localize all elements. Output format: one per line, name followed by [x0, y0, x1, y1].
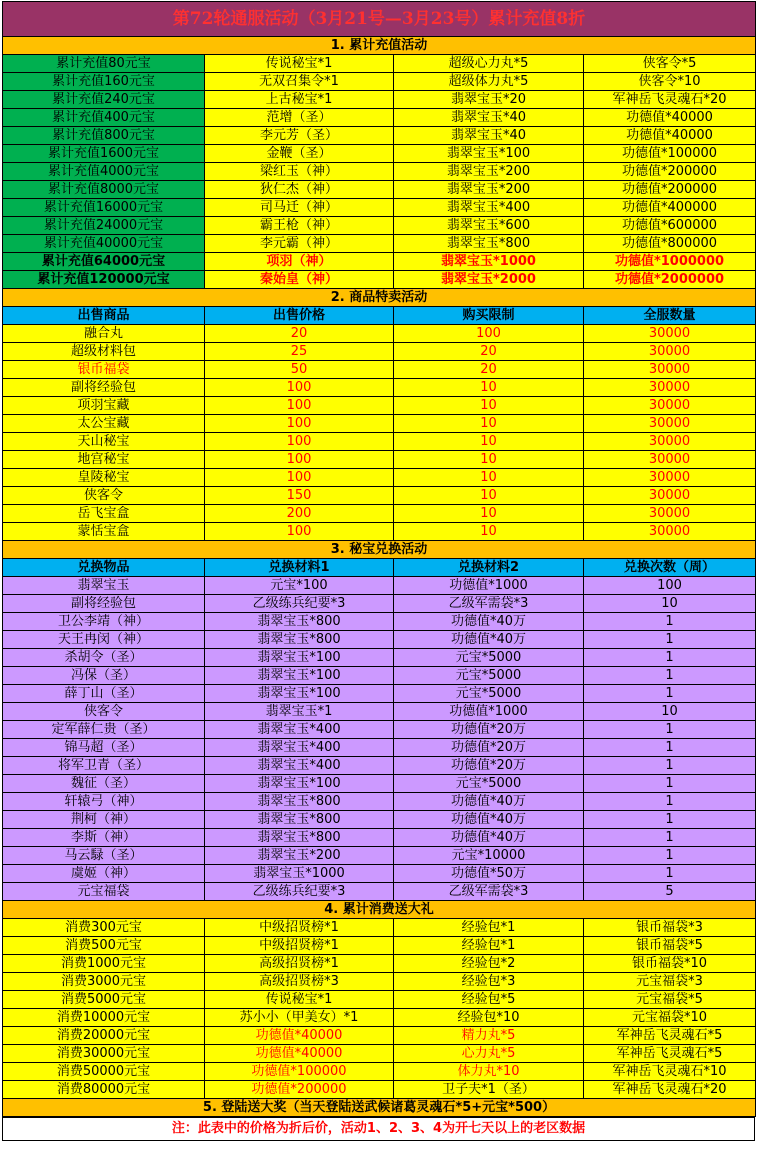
- table-cell: 银币福袋*3: [584, 919, 756, 937]
- table-cell: 10: [394, 397, 584, 415]
- table-cell: 翡翠宝玉*100: [205, 667, 394, 685]
- activity-table: [2, 1, 756, 1117]
- table-row: [3, 595, 756, 613]
- shop-section-title-row: [3, 289, 756, 307]
- table-cell: 30000: [584, 487, 756, 505]
- table-cell: 10: [394, 505, 584, 523]
- table-cell: 消费50000元宝: [3, 1063, 205, 1081]
- table-row: [3, 703, 756, 721]
- column-header: 兑换次数（周）: [584, 559, 756, 577]
- table-cell: 元宝*10000: [394, 847, 584, 865]
- table-cell: 杀胡令（圣）: [3, 649, 205, 667]
- table-cell: 功德值*100000: [205, 1063, 394, 1081]
- spend-section-title-row: [3, 901, 756, 919]
- table-cell: 军神岳飞灵魂石*10: [584, 1063, 756, 1081]
- table-cell: 功德值*40000: [205, 1045, 394, 1063]
- table-cell: 翡翠宝玉*800: [394, 235, 584, 253]
- table-cell: 30000: [584, 379, 756, 397]
- banner-title: 第72轮通服活动（3月21号—3月23号）累计充值8折: [3, 2, 756, 37]
- table-cell: 功德值*1000000: [584, 253, 756, 271]
- table-cell: 卫公李靖（神）: [3, 613, 205, 631]
- table-cell: 30000: [584, 325, 756, 343]
- table-cell: 1: [584, 829, 756, 847]
- exchange-section-title: 3. 秘宝兑换活动: [3, 541, 756, 559]
- table-cell: 侠客令: [3, 487, 205, 505]
- table-cell: 翡翠宝玉*100: [205, 685, 394, 703]
- table-cell: 1: [584, 847, 756, 865]
- table-cell: 50: [205, 361, 394, 379]
- table-cell: 100: [205, 415, 394, 433]
- table-cell: 翡翠宝玉*100: [394, 145, 584, 163]
- table-cell: 功德值*40万: [394, 631, 584, 649]
- table-row: [3, 343, 756, 361]
- table-cell: 100: [394, 325, 584, 343]
- table-row: [3, 235, 756, 253]
- table-cell: 100: [205, 523, 394, 541]
- table-cell: 乙级练兵纪要*3: [205, 883, 394, 901]
- table-cell: 累计充值40000元宝: [3, 235, 205, 253]
- table-cell: 30000: [584, 451, 756, 469]
- table-cell: 体力丸*10: [394, 1063, 584, 1081]
- table-cell: 项羽（神）: [205, 253, 394, 271]
- table-cell: 累计充值800元宝: [3, 127, 205, 145]
- table-cell: 翡翠宝玉*400: [205, 721, 394, 739]
- table-cell: 翡翠宝玉*2000: [394, 271, 584, 289]
- banner-row: [3, 2, 756, 37]
- table-cell: 副将经验包: [3, 595, 205, 613]
- table-cell: 30000: [584, 505, 756, 523]
- table-cell: 苏小小（甲美女）*1: [205, 1009, 394, 1027]
- table-cell: 100: [584, 577, 756, 595]
- note-row: [3, 1118, 755, 1141]
- table-cell: 经验包*1: [394, 919, 584, 937]
- table-cell: 侠客令*5: [584, 55, 756, 73]
- table-row: [3, 55, 756, 73]
- table-cell: 功德值*50万: [394, 865, 584, 883]
- table-cell: 太公宝藏: [3, 415, 205, 433]
- table-cell: 消费3000元宝: [3, 973, 205, 991]
- table-cell: 1: [584, 739, 756, 757]
- table-cell: 经验包*3: [394, 973, 584, 991]
- table-cell: 翡翠宝玉*200: [394, 181, 584, 199]
- table-cell: 锦马超（圣）: [3, 739, 205, 757]
- table-cell: 项羽宝藏: [3, 397, 205, 415]
- table-cell: 功德值*100000: [584, 145, 756, 163]
- table-cell: 元宝*100: [205, 577, 394, 595]
- table-row: [3, 577, 756, 595]
- table-cell: 10: [394, 469, 584, 487]
- table-row: [3, 919, 756, 937]
- table-cell: 定军薛仁贵（圣）: [3, 721, 205, 739]
- table-cell: 10: [394, 433, 584, 451]
- table-cell: 功德值*600000: [584, 217, 756, 235]
- table-cell: 乙级军需袋*3: [394, 883, 584, 901]
- table-cell: 30000: [584, 469, 756, 487]
- table-cell: 融合丸: [3, 325, 205, 343]
- table-cell: 翡翠宝玉*400: [394, 199, 584, 217]
- table-cell: 传说秘宝*1: [205, 55, 394, 73]
- table-cell: 经验包*2: [394, 955, 584, 973]
- table-cell: 100: [205, 469, 394, 487]
- table-cell: 银币福袋*5: [584, 937, 756, 955]
- table-cell: 累计充值4000元宝: [3, 163, 205, 181]
- table-row: [3, 1009, 756, 1027]
- table-row: [3, 649, 756, 667]
- table-cell: 皇陵秘宝: [3, 469, 205, 487]
- table-row: [3, 685, 756, 703]
- column-header: 兑换材料2: [394, 559, 584, 577]
- table-cell: 马云騄（圣）: [3, 847, 205, 865]
- table-cell: 翡翠宝玉*100: [205, 775, 394, 793]
- table-row: [3, 163, 756, 181]
- table-cell: 功德值*1000: [394, 577, 584, 595]
- table-cell: 翡翠宝玉*200: [394, 163, 584, 181]
- table-cell: 金鞭（圣）: [205, 145, 394, 163]
- column-header: 兑换物品: [3, 559, 205, 577]
- table-cell: 功德值*200000: [205, 1081, 394, 1099]
- table-cell: 将军卫青（圣）: [3, 757, 205, 775]
- table-cell: 翡翠宝玉*1: [205, 703, 394, 721]
- table-cell: 翡翠宝玉*400: [205, 739, 394, 757]
- table-cell: 1: [584, 667, 756, 685]
- table-cell: 秦始皇（神）: [205, 271, 394, 289]
- table-cell: 翡翠宝玉*800: [205, 613, 394, 631]
- table-cell: 翡翠宝玉*800: [205, 793, 394, 811]
- table-cell: 军神岳飞灵魂石*5: [584, 1045, 756, 1063]
- table-cell: 元宝*5000: [394, 667, 584, 685]
- table-row: [3, 145, 756, 163]
- table-cell: 心力丸*5: [394, 1045, 584, 1063]
- table-cell: 李斯（神）: [3, 829, 205, 847]
- table-cell: 功德值*1000: [394, 703, 584, 721]
- table-row: [3, 253, 756, 271]
- table-cell: 20: [394, 343, 584, 361]
- table-cell: 30000: [584, 415, 756, 433]
- table-cell: 高级招贤榜*3: [205, 973, 394, 991]
- table-cell: 功德值*40000: [584, 109, 756, 127]
- table-cell: 1: [584, 865, 756, 883]
- table-cell: 100: [205, 451, 394, 469]
- table-cell: 功德值*20万: [394, 739, 584, 757]
- table-cell: 翡翠宝玉: [3, 577, 205, 595]
- table-cell: 轩辕弓（神）: [3, 793, 205, 811]
- table-cell: 200: [205, 505, 394, 523]
- table-row: [3, 829, 756, 847]
- table-cell: 中级招贤榜*1: [205, 919, 394, 937]
- table-cell: 功德值*200000: [584, 163, 756, 181]
- table-cell: 侠客令*10: [584, 73, 756, 91]
- table-cell: 蒙恬宝盒: [3, 523, 205, 541]
- table-row: [3, 865, 756, 883]
- table-cell: 上古秘宝*1: [205, 91, 394, 109]
- table-cell: 功德值*40000: [205, 1027, 394, 1045]
- recharge-section-title-row: [3, 37, 756, 55]
- table-cell: 5: [584, 883, 756, 901]
- table-row: [3, 883, 756, 901]
- table-cell: 军神岳飞灵魂石*20: [584, 1081, 756, 1099]
- table-cell: 乙级练兵纪要*3: [205, 595, 394, 613]
- table-cell: 功德值*20万: [394, 721, 584, 739]
- column-header: 全服数量: [584, 307, 756, 325]
- table-cell: 10: [394, 415, 584, 433]
- table-cell: 消费5000元宝: [3, 991, 205, 1009]
- table-cell: 1: [584, 811, 756, 829]
- table-cell: 李元芳（圣）: [205, 127, 394, 145]
- table-cell: 元宝*5000: [394, 775, 584, 793]
- table-cell: 30000: [584, 361, 756, 379]
- table-cell: 岳飞宝盒: [3, 505, 205, 523]
- table-row: [3, 1027, 756, 1045]
- table-cell: 累计充值24000元宝: [3, 217, 205, 235]
- exchange-header-row: [3, 559, 756, 577]
- table-cell: 1: [584, 793, 756, 811]
- table-cell: 1: [584, 631, 756, 649]
- table-row: [3, 325, 756, 343]
- table-cell: 100: [205, 379, 394, 397]
- table-cell: 功德值*20万: [394, 757, 584, 775]
- table-row: [3, 199, 756, 217]
- table-cell: 累计充值80元宝: [3, 55, 205, 73]
- table-row: [3, 739, 756, 757]
- table-cell: 霸王枪（神）: [205, 217, 394, 235]
- table-cell: 1: [584, 775, 756, 793]
- table-cell: 累计充值160元宝: [3, 73, 205, 91]
- login-section-title: 5. 登陆送大奖（当天登陆送武候诸葛灵魂石*5+元宝*500）: [3, 1099, 756, 1117]
- table-cell: 经验包*1: [394, 937, 584, 955]
- table-row: [3, 1045, 756, 1063]
- table-row: [3, 631, 756, 649]
- table-cell: 累计充值8000元宝: [3, 181, 205, 199]
- table-row: [3, 973, 756, 991]
- table-cell: 功德值*40万: [394, 811, 584, 829]
- table-row: [3, 433, 756, 451]
- table-cell: 30000: [584, 343, 756, 361]
- table-cell: 军神岳飞灵魂石*5: [584, 1027, 756, 1045]
- table-cell: 翡翠宝玉*1000: [394, 253, 584, 271]
- table-cell: 消费1000元宝: [3, 955, 205, 973]
- table-cell: 荆柯（神）: [3, 811, 205, 829]
- table-cell: 军神岳飞灵魂石*20: [584, 91, 756, 109]
- table-cell: 元宝福袋*3: [584, 973, 756, 991]
- table-cell: 10: [394, 379, 584, 397]
- table-row: [3, 613, 756, 631]
- table-row: [3, 271, 756, 289]
- table-row: [3, 793, 756, 811]
- table-cell: 功德值*40万: [394, 793, 584, 811]
- table-cell: 翡翠宝玉*20: [394, 91, 584, 109]
- table-cell: 20: [205, 325, 394, 343]
- column-header: 兑换材料1: [205, 559, 394, 577]
- table-cell: 10: [584, 595, 756, 613]
- table-cell: 30000: [584, 397, 756, 415]
- table-cell: 侠客令: [3, 703, 205, 721]
- table-row: [3, 937, 756, 955]
- table-cell: 消费20000元宝: [3, 1027, 205, 1045]
- table-cell: 元宝福袋: [3, 883, 205, 901]
- table-row: [3, 991, 756, 1009]
- table-cell: 消费300元宝: [3, 919, 205, 937]
- table-cell: 功德值*40万: [394, 613, 584, 631]
- table-cell: 翡翠宝玉*800: [205, 829, 394, 847]
- table-row: [3, 109, 756, 127]
- table-cell: 功德值*400000: [584, 199, 756, 217]
- table-cell: 100: [205, 433, 394, 451]
- table-cell: 翡翠宝玉*40: [394, 127, 584, 145]
- table-cell: 累计充值400元宝: [3, 109, 205, 127]
- table-cell: 司马迁（神）: [205, 199, 394, 217]
- table-cell: 10: [584, 703, 756, 721]
- table-row: [3, 955, 756, 973]
- spend-section-title: 4. 累计消费送大礼: [3, 901, 756, 919]
- table-cell: 范增（圣）: [205, 109, 394, 127]
- table-cell: 消费30000元宝: [3, 1045, 205, 1063]
- table-row: [3, 757, 756, 775]
- login-section-title-row: [3, 1099, 756, 1117]
- table-cell: 冯保（圣）: [3, 667, 205, 685]
- table-row: [3, 847, 756, 865]
- table-cell: 超级体力丸*5: [394, 73, 584, 91]
- table-cell: 经验包*10: [394, 1009, 584, 1027]
- table-cell: 功德值*800000: [584, 235, 756, 253]
- table-cell: 翡翠宝玉*100: [205, 649, 394, 667]
- table-cell: 25: [205, 343, 394, 361]
- table-cell: 10: [394, 523, 584, 541]
- table-row: [3, 217, 756, 235]
- table-cell: 狄仁杰（神）: [205, 181, 394, 199]
- table-row: [3, 91, 756, 109]
- table-cell: 1: [584, 685, 756, 703]
- table-cell: 20: [394, 361, 584, 379]
- table-cell: 元宝福袋*5: [584, 991, 756, 1009]
- table-cell: 翡翠宝玉*1000: [205, 865, 394, 883]
- table-cell: 副将经验包: [3, 379, 205, 397]
- table-row: [3, 397, 756, 415]
- table-row: [3, 127, 756, 145]
- table-cell: 元宝*5000: [394, 685, 584, 703]
- table-cell: 银币福袋: [3, 361, 205, 379]
- table-cell: 无双召集令*1: [205, 73, 394, 91]
- table-cell: 累计充值1600元宝: [3, 145, 205, 163]
- column-header: 出售商品: [3, 307, 205, 325]
- shop-section-title: 2. 商品特卖活动: [3, 289, 756, 307]
- table-cell: 累计充值120000元宝: [3, 271, 205, 289]
- activity-sheet: [2, 1, 755, 1141]
- exchange-section-title-row: [3, 541, 756, 559]
- table-cell: 元宝*5000: [394, 649, 584, 667]
- table-cell: 功德值*200000: [584, 181, 756, 199]
- shop-header-row: [3, 307, 756, 325]
- table-cell: 天山秘宝: [3, 433, 205, 451]
- table-row: [3, 469, 756, 487]
- table-cell: 翡翠宝玉*800: [205, 811, 394, 829]
- table-cell: 10: [394, 487, 584, 505]
- table-cell: 翡翠宝玉*400: [205, 757, 394, 775]
- table-row: [3, 667, 756, 685]
- table-cell: 10: [394, 451, 584, 469]
- table-row: [3, 487, 756, 505]
- table-cell: 1: [584, 649, 756, 667]
- table-row: [3, 451, 756, 469]
- table-cell: 梁红玉（神）: [205, 163, 394, 181]
- column-header: 购买限制: [394, 307, 584, 325]
- table-cell: 精力丸*5: [394, 1027, 584, 1045]
- table-row: [3, 811, 756, 829]
- table-row: [3, 379, 756, 397]
- table-cell: 卫子夫*1（圣）: [394, 1081, 584, 1099]
- table-cell: 30000: [584, 433, 756, 451]
- table-cell: 天王冉闵（神）: [3, 631, 205, 649]
- table-cell: 乙级军需袋*3: [394, 595, 584, 613]
- table-cell: 1: [584, 757, 756, 775]
- column-header: 出售价格: [205, 307, 394, 325]
- table-row: [3, 1081, 756, 1099]
- table-cell: 超级材料包: [3, 343, 205, 361]
- table-cell: 100: [205, 397, 394, 415]
- table-cell: 功德值*2000000: [584, 271, 756, 289]
- table-cell: 150: [205, 487, 394, 505]
- table-cell: 1: [584, 613, 756, 631]
- table-row: [3, 181, 756, 199]
- table-row: [3, 523, 756, 541]
- table-row: [3, 721, 756, 739]
- table-cell: 魏征（圣）: [3, 775, 205, 793]
- table-cell: 地宫秘宝: [3, 451, 205, 469]
- table-cell: 翡翠宝玉*800: [205, 631, 394, 649]
- table-row: [3, 505, 756, 523]
- recharge-section-title: 1. 累计充值活动: [3, 37, 756, 55]
- table-cell: 元宝福袋*10: [584, 1009, 756, 1027]
- table-cell: 翡翠宝玉*200: [205, 847, 394, 865]
- table-cell: 功德值*40万: [394, 829, 584, 847]
- table-cell: 消费10000元宝: [3, 1009, 205, 1027]
- table-row: [3, 361, 756, 379]
- table-row: [3, 775, 756, 793]
- table-cell: 经验包*5: [394, 991, 584, 1009]
- table-row: [3, 415, 756, 433]
- table-row: [3, 1063, 756, 1081]
- table-cell: 薛丁山（圣）: [3, 685, 205, 703]
- table-cell: 中级招贤榜*1: [205, 937, 394, 955]
- table-cell: 消费80000元宝: [3, 1081, 205, 1099]
- table-cell: 30000: [584, 523, 756, 541]
- table-cell: 传说秘宝*1: [205, 991, 394, 1009]
- table-row: [3, 73, 756, 91]
- note-table: [2, 1117, 755, 1141]
- table-cell: 虞姬（神）: [3, 865, 205, 883]
- table-cell: 翡翠宝玉*40: [394, 109, 584, 127]
- table-cell: 银币福袋*10: [584, 955, 756, 973]
- table-cell: 李元霸（神）: [205, 235, 394, 253]
- footer-note: 注：此表中的价格为折后价，活动1、2、3、4为开七天以上的老区数据: [3, 1118, 755, 1141]
- table-cell: 累计充值16000元宝: [3, 199, 205, 217]
- table-cell: 累计充值64000元宝: [3, 253, 205, 271]
- table-cell: 1: [584, 721, 756, 739]
- table-cell: 累计充值240元宝: [3, 91, 205, 109]
- table-cell: 消费500元宝: [3, 937, 205, 955]
- table-cell: 超级心力丸*5: [394, 55, 584, 73]
- table-cell: 高级招贤榜*1: [205, 955, 394, 973]
- table-cell: 翡翠宝玉*600: [394, 217, 584, 235]
- table-cell: 功德值*40000: [584, 127, 756, 145]
